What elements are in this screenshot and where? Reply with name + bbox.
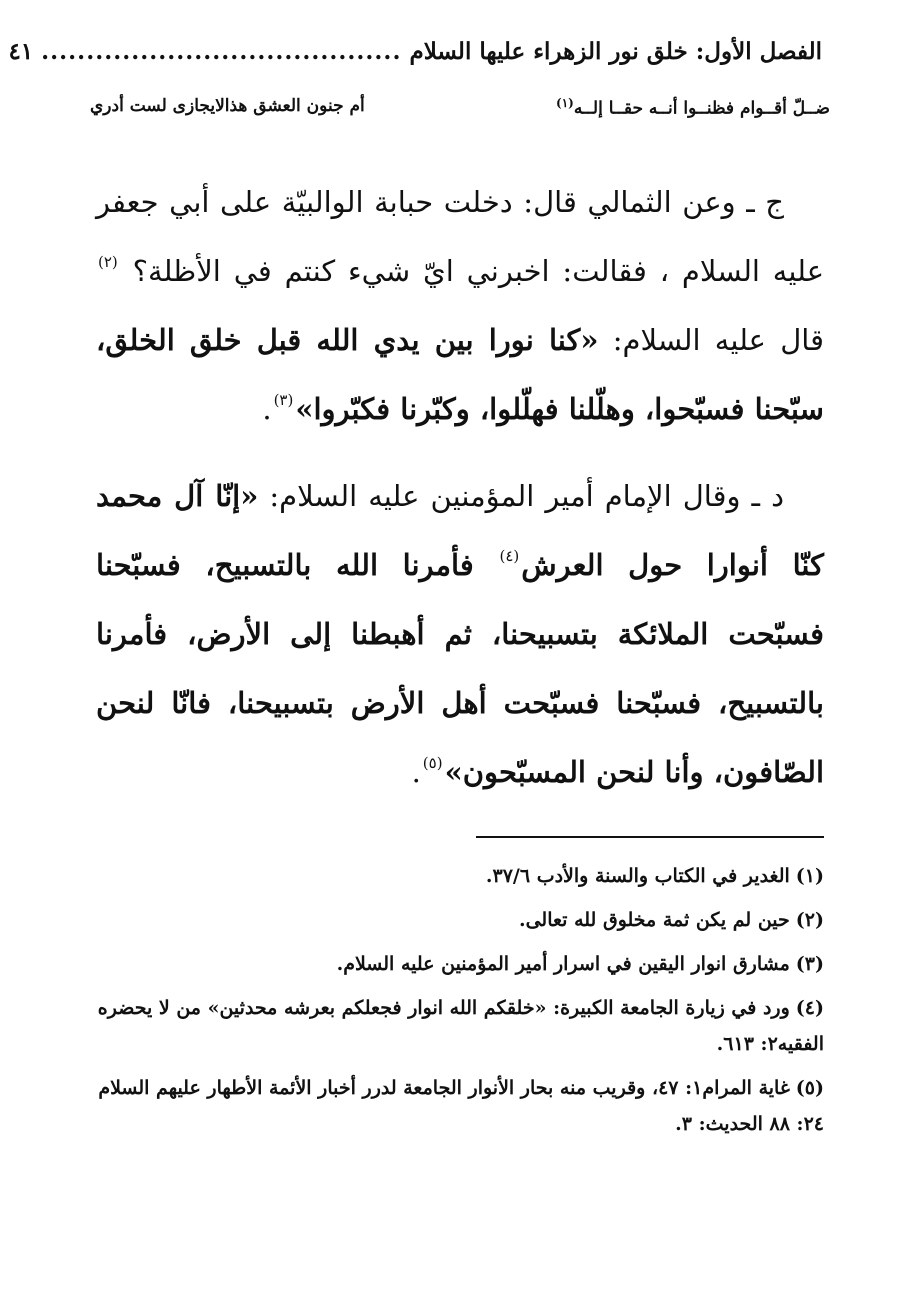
hadith-quote: «كنا نورا بين يدي الله قبل خلق الخلق، سبّحنا فسبّحوا، وهلّلنا فهلّلوا، وكبّرنا فكبّروا» [96,323,824,426]
chapter-title: الفصل الأول: خلق نور الزهراء عليها السلام [409,38,822,65]
paragraph-amir-al-muminin [96,462,824,807]
footnotes [96,858,824,1150]
paragraph-intro: ج ـ وعن الثمالي قال: دخلت حبابة الوالبيّة على أبي جعفر عليه السلام ، فقالت: اخبرني ايّ شيء كنتم في الأظلة؟ [96,185,825,288]
footnote-text: مشارق انوار اليقين في اسرار أمير المؤمنين عليه السلام. [336,953,790,975]
running-header [8,38,822,65]
header-leader-dots: ........................................ [41,38,402,65]
main-text [96,168,824,825]
footnote-separator [476,836,824,838]
footnote-text: ورد في زيارة الجامعة الكبيرة: «خلقكم الله انوار فجعلكم بعرشه محدثين» من لا يحضره الفقيه٢: ٦١٣. [97,997,824,1055]
footnote-1 [96,858,824,894]
verse-first-hemistich: ضــلّ أقــوام فظنــوا أنــه حقــا إلــه$^{(١)}$ [556,96,830,119]
footnote-ref-3: (٣) [273,391,294,409]
footnote-4 [96,990,824,1062]
footnote-number: (٥) [795,1077,824,1099]
poetry-verse [90,96,830,119]
paragraph-speaker: قال عليه السلام: [612,323,824,357]
verse-second-hemistich: أم جنون العشق هذالايجازى لست أدري [90,96,365,116]
footnote-ref-5: (٥) [422,754,443,772]
hadith-quote-part2: فأمرنا الله بالتسبيح، فسبّحنا فسبّحت الملائكة بتسبيحنا، ثم أهبطنا إلى الأرض، فأمرنا بالتسبيح، فسبّحنا فسبّحت أهل الأرض بتسبيحنا، فانّا لنحن الصّافون، وأنا لنحن المسبّحون» [96,548,824,789]
footnote-5 [96,1070,824,1142]
paragraph-end: . [262,392,272,426]
footnote-ref-4: (٤) [499,547,520,565]
footnote-3 [96,946,824,982]
footnote-number: (٣) [795,953,824,975]
paragraph-thumali [96,168,824,444]
footnote-text: الغدير في الكتاب والسنة والأدب ٣٧/٦. [485,865,790,887]
page-number: ٤١ [8,38,34,65]
paragraph-intro: د ـ وقال الإمام أمير المؤمنين عليه السلام: [269,479,785,513]
footnote-number: (١) [795,865,824,887]
hadith-quote-part1: «إنّا آل محمد كنّا أنوارا حول العرش [96,479,824,582]
footnote-2 [96,902,824,938]
footnote-text: غاية المرام١: ٤٧، وقريب منه بحار الأنوار الجامعة لدرر أخبار الأئمة الأطهار عليهم السلام ٢٤: ٨٨ الحديث: ٣. [98,1077,824,1135]
footnote-ref-2: (٢) [98,253,118,271]
paragraph-end: . [411,755,421,789]
footnote-text: حين لم يكن ثمة مخلوق لله تعالى. [518,909,790,931]
footnote-number: (٢) [795,909,824,931]
footnote-number: (٤) [795,997,824,1019]
verse-footnote-ref: (١) [556,96,574,110]
